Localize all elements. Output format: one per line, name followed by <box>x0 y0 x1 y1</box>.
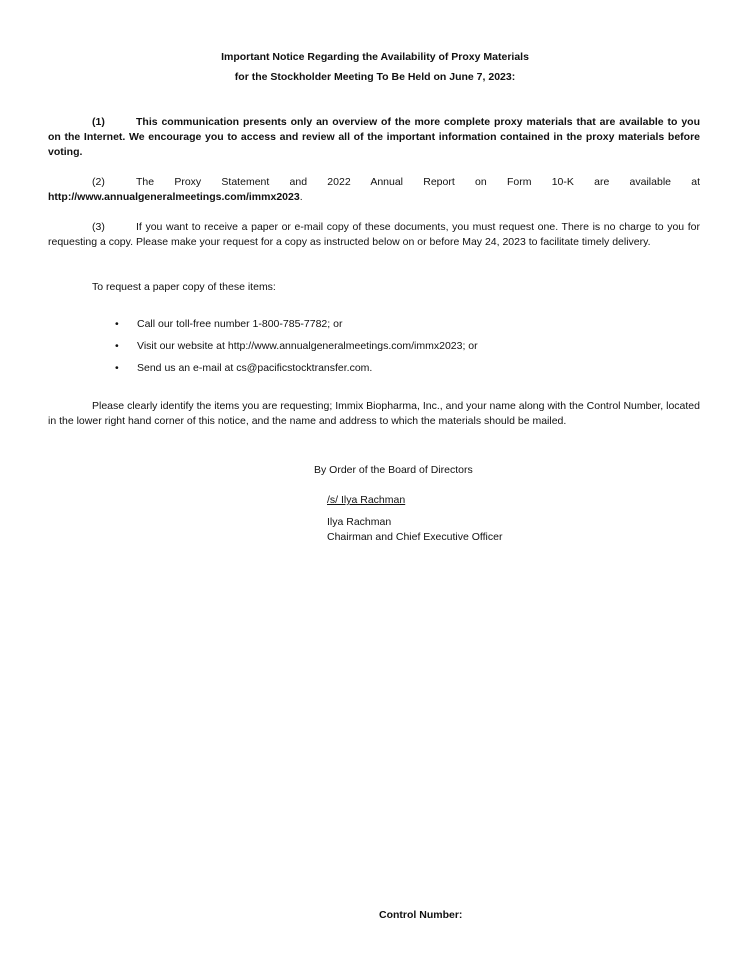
paragraph-3-text: If you want to receive a paper or e-mail copy of these documents, you must request one. There is no charge to you for requesting a copy. Please make your request for a copy as instructed below on or before May 24, 2023 to facilitate timely delivery. <box>48 221 700 248</box>
signer-name: Ilya Rachman <box>327 516 392 528</box>
paragraph-2-text: The Proxy Statement and 2022 Annual Report on Form 10-K are available at <box>136 176 700 188</box>
by-order-line: By Order of the Board of Directors <box>314 464 473 476</box>
bullet-icon: • <box>115 362 119 374</box>
identify-paragraph <box>48 399 700 429</box>
list-item <box>0 361 478 383</box>
proxy-materials-link[interactable]: http://www.annualgeneralmeetings.com/immx2023 <box>48 191 300 203</box>
email-request-text[interactable]: Send us an e-mail at cs@pacificstocktransfer.com. <box>137 362 373 374</box>
phone-request-text: Call our toll-free number 1-800-785-7782; or <box>137 318 343 330</box>
paragraph-1-number: (1) <box>92 116 105 128</box>
list-item <box>0 339 478 361</box>
identify-text: Please clearly identify the items you are requesting; Immix Biopharma, Inc., and your name along with the Control Number, located in the lower right hand corner of this notice, and the name and address to which the materials should be mailed. <box>48 400 700 427</box>
signature: /s/ Ilya Rachman <box>327 494 406 506</box>
bullet-icon: • <box>115 340 119 352</box>
paragraph-1-text: This communication presents only an overview of the more complete proxy materials that are available to you on the Internet. We encourage you to access and review all of the important information contained in the proxy materials before voting. <box>48 116 700 158</box>
bullet-icon: • <box>115 318 119 330</box>
request-intro: To request a paper copy of these items: <box>92 281 276 293</box>
paragraph-2-number: (2) <box>92 176 105 188</box>
control-number-label: Control Number: <box>379 909 463 921</box>
website-request-text[interactable]: Visit our website at http://www.annualgeneralmeetings.com/immx2023; or <box>137 340 478 352</box>
request-methods-list <box>0 317 478 383</box>
paragraph-3-number: (3) <box>92 221 105 233</box>
paragraph-2 <box>48 175 700 205</box>
notice-title-line-2: for the Stockholder Meeting To Be Held on June 7, 2023: <box>234 71 516 83</box>
notice-title-line-1: Important Notice Regarding the Availability of Proxy Materials <box>221 51 529 63</box>
paragraph-2-end: . <box>299 191 303 203</box>
list-item <box>0 317 478 339</box>
signer-title: Chairman and Chief Executive Officer <box>327 531 503 543</box>
paragraph-1 <box>48 115 700 160</box>
paragraph-3 <box>48 220 700 250</box>
